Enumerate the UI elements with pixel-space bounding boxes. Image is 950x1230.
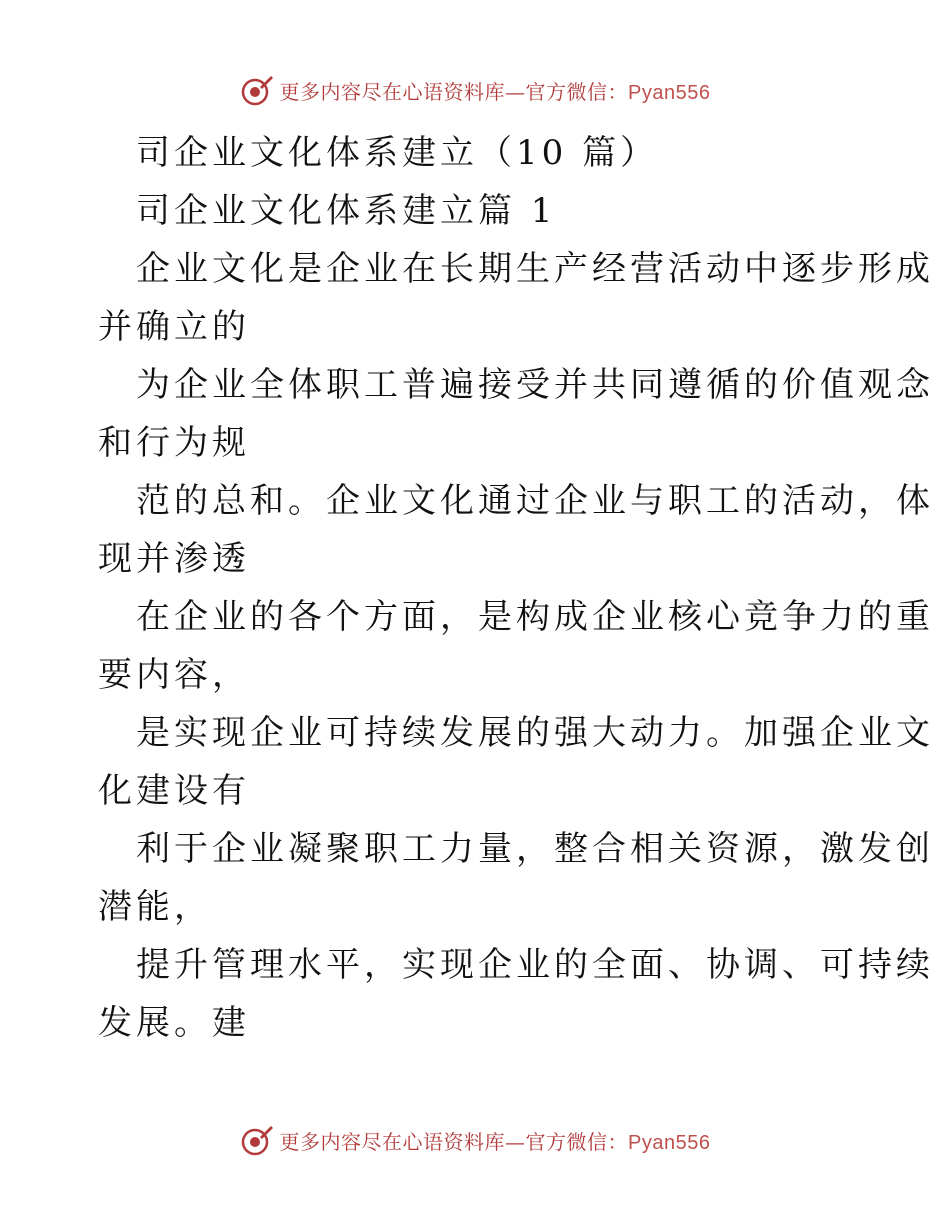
footer-watermark [0,1120,950,1160]
text-line: 潜能， [98,887,212,927]
watermark-handle: Pyan556 [628,1131,711,1154]
text-line: 和行为规 [98,423,250,463]
text-line: 是实现企业可持续发展的强大动力。加强企业文 [136,713,934,753]
text-line: 发展。建 [98,1003,250,1043]
pen-logo-icon [240,1123,274,1157]
pen-logo-icon [240,73,274,107]
header-watermark [0,70,950,110]
watermark-text: 更多内容尽在心语资料库—官方微信： [279,79,629,104]
text-line: 在企业的各个方面，是构成企业核心竞争力的重 [136,597,934,637]
text-line: 化建设有 [98,771,250,811]
text-line: 现并渗透 [98,539,250,579]
text-line: 司企业文化体系建立篇 1 [136,191,557,231]
text-line: 范的总和。企业文化通过企业与职工的活动，体 [136,481,934,521]
watermark-handle: Pyan556 [628,81,711,104]
text-line: 并确立的 [98,307,250,347]
text-line: 司企业文化体系建立（10 篇） [136,133,659,173]
text-line: 要内容， [98,655,250,695]
text-line: 企业文化是企业在长期生产经营活动中逐步形成 [136,249,934,289]
text-line: 提升管理水平，实现企业的全面、协调、可持续 [136,945,934,985]
text-line: 为企业全体职工普遍接受并共同遵循的价值观念 [136,365,934,405]
watermark-text: 更多内容尽在心语资料库—官方微信： [279,1129,629,1154]
document-body [98,124,934,1052]
text-line: 利于企业凝聚职工力量，整合相关资源，激发创 [136,829,934,869]
